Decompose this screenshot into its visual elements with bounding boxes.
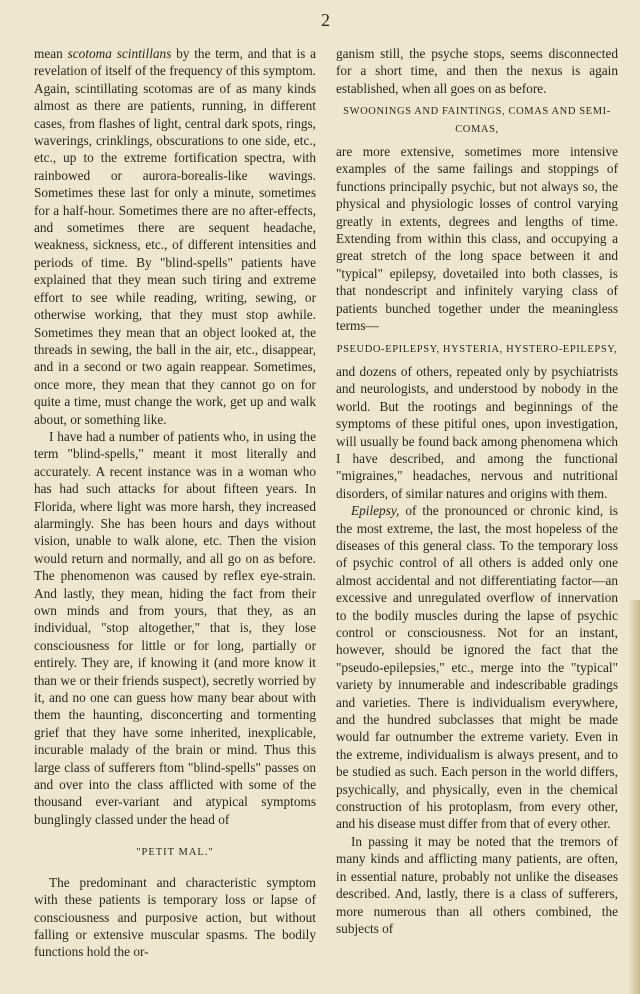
text-run: mean xyxy=(34,46,68,61)
right-paragraph-4 xyxy=(336,502,618,833)
right-paragraph-1: ganism still, the psyche stops, seems disconnected for a short time, and then the nexus is again established, when all goes on as before. xyxy=(336,46,618,96)
left-paragraph-1 xyxy=(34,45,316,428)
left-paragraph-3: The predominant and characteristic symptom with these patients is temporary loss or lapse of consciousness and purposive action, but without falling or extensive muscular spasms. The bodily functions hold the or- xyxy=(34,874,316,960)
section-heading-pseudo-epilepsy: PSEUDO-EPILEPSY, HYSTERIA, HYSTERO-EPILEPSY, xyxy=(336,343,618,355)
section-heading-petit-mal: "PETIT MAL." xyxy=(136,847,214,859)
text-run: of the pronounced or chronic kind, is the most extreme, the last, the most hopeless of the diseases of this general class. To the temporary loss of psychic control of all others is added only one almost accidental and not differentiating factor—an excessive and unregulated overflow of innervation to the bodily muscles during the lapse of psychic control or consciousness. Not for an instant, however, should be ignored the fact that the "pseudo-epilepsies," etc., merge into the "typical" variety by innumerable and indescribable gradings and varieties. There is individualism everywhere, and the hundred subclasses that might be made would far outnumber the extreme variety. Even in the extreme, individualism is always present, and to be studied as such. Each person in the world differs, psychically, and physically, even in the chemical construction of his protoplasm, from every other, and his disease must differ from that of every other. xyxy=(336,503,618,832)
right-column xyxy=(336,45,618,937)
left-column xyxy=(34,45,316,961)
text-run: by the term, and that is a revelation of itself of the frequency of this symptom. Again, scintillating scotomas are of as many kinds almost as there are patients, running, in different cases, from flashes of light, central dark spots, rings, waverings, crinklings, obscurations to one side, etc., etc., up to the extreme fortification spectra, with rainbowed or aurora-borealis-like wavings. Sometimes these last for only a minute, sometimes for a half-hour. Sometimes there are no after-effects, and sometimes there are sequent headache, weakness, sickness, etc., of different intensities and periods of time. By "blind-spells" patients have explained that they mean such tiring and extreme effort to see while reading, writing, sewing, or otherwise working, that they must stop awhile. Sometimes they mean that an object looked at, the threads in sewing, the ball in the air, etc., disappear, and in a second or two again reappear. Sometimes, once more, they mean that they cannot go on for quite a time, must change the work, get up and walk about, or something like. xyxy=(34,46,317,427)
page-number: 2 xyxy=(321,10,330,30)
right-paragraph-2: are more extensive, sometimes more intensive examples of the same failings and stoppings of functions principally psychic, but not always so, the physical and physiologic losses of control varying greatly in extents, degrees and lengths of time. Extending from within this class, and occupying a great stretch of the long space between it and "typical" epilepsy, dovetailed into both classes, is that nondescript and infinitely varying class of patients bunched together under the meaningless terms— xyxy=(336,144,618,334)
left-paragraph-2: I have had a number of patients who, in using the term "blind-spells," meant it most literally and accurately. A recent instance was in a woman who has had such attacks for about fifteen years. In Florida, where light was more harsh, they increased alarmingly. She has been hours and days without vision, unable to walk alone, etc. Then the vision would return and normally, and all go on as before. The phenomenon was caused by reflex eye-strain. And lastly, they mean, hiding the fact from their own minds and from yours, that they, as an individual, "stop altogether," that is, they lose consciousness for little or for long, partially or entirely. They are, if knowing it (and more know it than we or their friends suspect), secretly worried by it, and no one can guess how many bear about with them the haunting, disconcerting and tormenting grief that they have some inherited, inexplicable, incurable malady of the brain or mind. Thus this large class of sufferers ftom "blind-spells" passes on and over into the class afflicted with some of the thousand ever-variant and atypical symptoms bunglingly classed under the head of xyxy=(34,428,316,827)
emphasis-term: scotoma scintillans xyxy=(67,46,172,61)
page-edge-shadow xyxy=(628,600,640,994)
right-paragraph-5: In passing it may be noted that the tremors of many kinds and afflicting many patients, are often, in essential nature, probably not unlike the diseases described. And, lastly, there is a class of sufferers, more numerous than all others combined, the subjects of xyxy=(336,833,618,936)
emphasis-term: Epilepsy, xyxy=(351,503,400,519)
section-heading-swoonings: SWOONINGS AND FAINTINGS, COMAS AND SEMI-COMAS, xyxy=(343,106,611,135)
right-paragraph-3: and dozens of others, repeated only by psychiatrists and neurologists, and understood by nobody in the world. But the rootings and beginnings of the symptoms of these pitiful ones, upon investigation, will usually be found back among phenomena which I have described, and among the functional "migraines," headaches, nervous and nutritional disorders, of similar natures and origins with them. xyxy=(336,363,618,501)
